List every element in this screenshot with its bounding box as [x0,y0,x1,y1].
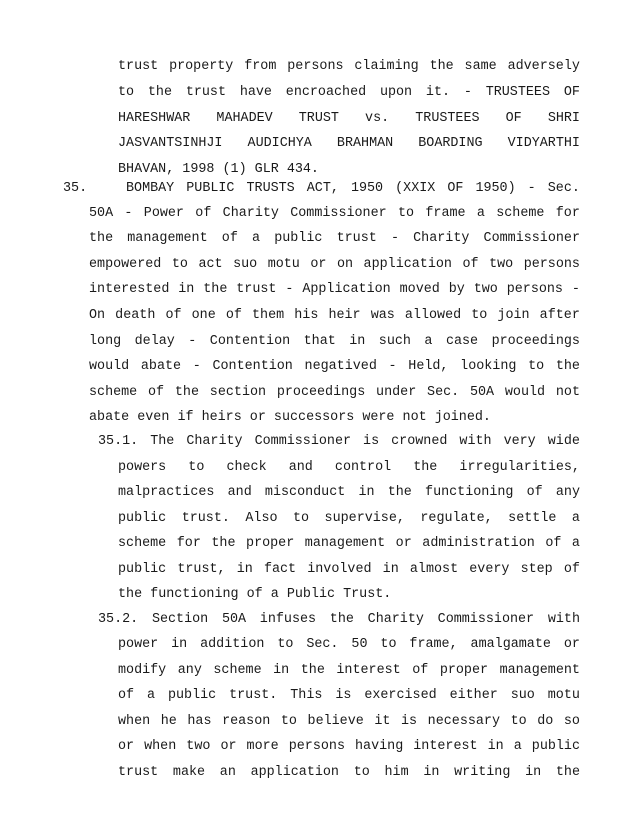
word: Sec. [427,385,460,400]
word: scheme [89,385,138,400]
word: when [144,739,177,754]
word: of [246,587,263,602]
word: in [525,765,542,780]
text-line [89,230,580,248]
word: proper [439,663,489,678]
word: the [555,359,580,374]
word: irregularities, [459,460,580,475]
word: has [187,714,212,729]
word: section [209,385,267,400]
word: or [249,410,266,425]
word: to [188,460,205,475]
text-line [89,358,580,376]
word: were [362,410,395,425]
word: trust. [181,511,230,526]
word: interest [336,663,401,678]
word: proper [246,536,295,551]
word: in [423,765,440,780]
word: very [503,434,536,449]
word: believe [307,714,364,729]
word: the [203,282,228,297]
word: necessary [427,714,500,729]
text-line [89,307,580,325]
text-line [98,611,580,629]
text-line [89,205,580,223]
word: or [310,257,327,272]
word: the [118,587,143,602]
word: OF [563,85,580,100]
word: him [384,765,409,780]
word: - [192,359,201,374]
word: a [476,206,485,221]
text-line [118,561,580,579]
word: vs. [365,111,390,126]
word: upon [379,85,413,100]
word: to [171,257,188,272]
word: in [349,334,366,349]
word: delay [134,334,175,349]
word: every [469,562,510,577]
word: with [547,612,580,627]
word: of [165,308,182,323]
word: 1950 [350,181,384,196]
text-line [118,713,580,731]
word: to [380,637,397,652]
word: it [374,714,391,729]
word: is [401,714,418,729]
word: that [303,334,336,349]
word: one [191,308,216,323]
word: Commissioner [290,206,387,221]
word: power [118,637,159,652]
word: BOARDING [418,136,483,151]
word: check [226,460,267,475]
text-line [118,535,580,553]
word: the [211,536,236,551]
word: AUDICHYA [247,136,312,151]
text-line [98,433,580,451]
word: more [246,739,279,754]
word: trust, [177,562,226,577]
word: adversely [507,59,580,74]
word: for [555,206,580,221]
word: death [115,308,156,323]
paragraph-number: 35. [63,181,88,196]
word: such [378,334,411,349]
word: not [555,385,580,400]
word: to [293,511,310,526]
word: in [273,663,290,678]
word: JASVANTSINHJI [118,136,223,151]
text-line [118,510,580,528]
word: BOMBAY [126,181,175,196]
word: Trust. [343,587,392,602]
word: either [449,688,498,703]
word: motu [547,688,580,703]
word: settle [508,511,557,526]
word: to [118,85,135,100]
word: OF [505,111,522,126]
text-line [126,180,580,198]
word: the [89,231,114,246]
word: - [390,231,399,246]
word: - [527,181,536,196]
word: suo [510,688,535,703]
word: (XXIX [395,181,436,196]
word: the [300,663,325,678]
word: reason [222,714,271,729]
word: two [473,282,498,297]
word: proceedings [491,334,580,349]
word: in [358,485,375,500]
word: abate [140,359,182,374]
word: persons [288,739,345,754]
word: to [397,206,415,221]
word: trust. [229,688,278,703]
word: This [290,688,323,703]
word: suo [233,257,258,272]
word: his [294,308,319,323]
word: trust [118,765,159,780]
word: - [463,85,472,100]
word: to [528,359,545,374]
word: On [89,308,106,323]
word: OF [447,181,464,196]
word: by [448,282,465,297]
word: scheme [118,536,167,551]
word: GLR [254,162,279,177]
word: persons [523,257,580,272]
word: proceedings [276,385,366,400]
word: TRUST [298,111,339,126]
word: public [118,562,167,577]
word: public [531,739,580,754]
word: any [555,485,580,500]
word: management [304,536,386,551]
word: make [172,765,206,780]
word: MAHADEV [216,111,273,126]
word: or [563,637,580,652]
word: do [537,714,554,729]
word: to [280,714,297,729]
word: to [471,308,488,323]
text-line [118,161,580,179]
word: or [118,739,135,754]
word: an [219,765,236,780]
word: any [177,663,202,678]
word: them [252,308,285,323]
word: Section [151,612,209,627]
word: Contention [209,334,291,349]
text-line [118,84,580,102]
word: TRUSTEES [485,85,550,100]
word: of [526,485,543,500]
word: of [221,231,238,246]
word: the [429,59,454,74]
word: negatived [304,359,377,374]
word: HARESHWAR [118,111,191,126]
word: in [178,282,195,297]
word: persons [506,282,563,297]
word: of [412,663,429,678]
word: have [239,85,272,100]
word: trust [236,282,277,297]
word: a [424,334,433,349]
word: fact [263,562,297,577]
word: malpractices [118,485,215,500]
word: of [563,562,580,577]
word: frame, [409,637,458,652]
word: moved [399,282,440,297]
word: control [334,460,392,475]
text-line [118,662,580,680]
word: two [489,257,514,272]
word: Also [245,511,278,526]
word: join [497,308,530,323]
word: Sec. [306,637,339,652]
word: amalgamate [470,637,551,652]
word: Contention [212,359,293,374]
word: heir [328,308,361,323]
word: property [169,59,234,74]
word: successors [273,410,355,425]
word: two [186,739,211,754]
word: powers [118,460,167,475]
word: PUBLIC [186,181,235,196]
word: in [236,562,253,577]
word: TRUSTEES [415,111,480,126]
word: addition [200,637,265,652]
word: writing [454,765,511,780]
word: in [171,637,188,652]
word: 1998 [182,162,215,177]
word: it. [425,85,451,100]
word: 35.2. [98,612,139,627]
text-line [118,58,580,76]
word: under [376,385,417,400]
word: a [252,231,261,246]
word: even [137,410,170,425]
word: on [336,257,354,272]
word: of [545,536,562,551]
word: administration [422,536,535,551]
word: scheme [213,663,262,678]
word: is [363,434,380,449]
word: public [274,231,323,246]
word: to [277,637,294,652]
word: a [513,739,522,754]
word: modify [118,663,167,678]
word: application [250,765,339,780]
word: or [395,536,412,551]
word: in [382,562,399,577]
word: 35.1. [98,434,139,449]
word: trust [336,231,377,246]
word: Public [286,587,336,602]
word: with [459,434,492,449]
word: Commissioner [254,434,352,449]
word: for [176,536,201,551]
word: - [124,206,133,221]
word: regulate, [420,511,493,526]
word: a [147,688,156,703]
word: in [487,739,504,754]
word: he [160,714,177,729]
word: the [174,385,199,400]
word: heirs [201,410,242,425]
word: case [445,334,479,349]
word: 434. [286,162,319,177]
word: and [227,485,252,500]
word: the [387,485,412,500]
word: - [285,282,294,297]
word: looking [460,359,517,374]
word: application [363,257,452,272]
word: if [177,410,194,425]
word: same [464,59,497,74]
text-line [118,636,580,654]
word: abate [89,410,130,425]
word: 50A [469,385,495,400]
word: 50 [351,637,368,652]
word: after [539,308,580,323]
word: VIDYARTHI [507,136,580,151]
word: 1950) [475,181,516,196]
word: persons [287,59,344,74]
word: Application [302,282,391,297]
word: 50A [89,206,114,221]
word: (1) [222,162,247,177]
word: the [555,765,580,780]
word: act [198,257,223,272]
word: involved [307,562,372,577]
word: or [220,739,237,754]
word: Charity [222,206,279,221]
text-line [118,586,580,604]
word: of [462,257,479,272]
word: ACT, [306,181,339,196]
word: The [150,434,175,449]
word: management [127,231,208,246]
word: encroached [285,85,367,100]
text-line [118,764,580,782]
word: misconduct [264,485,346,500]
word: wide [547,434,580,449]
text-line [118,135,580,153]
word: Commissioner [437,612,535,627]
word: and [288,460,313,475]
word: BRAHMAN [336,136,394,151]
word: of [225,308,242,323]
word: infuses [259,612,317,627]
word: BHAVAN, [118,162,175,177]
word: joined. [434,410,491,425]
word: step [520,562,553,577]
text-line [89,384,580,402]
word: a [571,511,580,526]
word: exercised [364,688,437,703]
word: claiming [354,59,419,74]
word: empowered [89,257,162,272]
word: functioning [425,485,514,500]
word: a [270,587,279,602]
word: of [195,206,212,221]
word: long [89,334,122,349]
word: of [118,688,135,703]
text-line [118,687,580,705]
word: TRUSTS [246,181,295,196]
text-line [118,459,580,477]
word: when [118,714,151,729]
word: having [355,739,404,754]
word: was [370,308,395,323]
text-line [89,333,580,351]
word: scheme [496,206,545,221]
word: Charity [186,434,243,449]
word: so [563,714,580,729]
word: - [388,359,397,374]
word: supervise, [324,511,405,526]
text-line [118,738,580,756]
word: trust [118,59,159,74]
word: interest [413,739,478,754]
word: frame [425,206,466,221]
word: functioning [150,587,239,602]
word: a [571,536,580,551]
word: SHRI [547,111,580,126]
text-line [118,484,580,502]
text-line [89,281,580,299]
word: management [499,663,580,678]
word: Power [143,206,184,221]
word: 50A [221,612,247,627]
word: to [353,765,370,780]
word: almost [409,562,459,577]
word: Charity [413,231,470,246]
word: from [244,59,277,74]
word: would [504,385,546,400]
word: the [329,612,354,627]
text-line [118,110,580,128]
word: to [510,714,527,729]
word: the [413,460,438,475]
word: of [148,385,165,400]
word: is [335,688,352,703]
word: motu [267,257,300,272]
word: Sec. [547,181,580,196]
word: would [89,359,130,374]
word: trust [185,85,226,100]
word: Charity [367,612,424,627]
word: crowned [391,434,448,449]
word: allowed [404,308,462,323]
text-line [89,256,580,274]
text-line [89,409,580,427]
word: Held, [408,359,449,374]
word: not [402,410,427,425]
word: the [147,85,172,100]
word: public [118,511,167,526]
word: - [571,282,580,297]
word: - [188,334,197,349]
word: public [167,688,217,703]
word: Commissioner [483,231,580,246]
word: interested [89,282,170,297]
